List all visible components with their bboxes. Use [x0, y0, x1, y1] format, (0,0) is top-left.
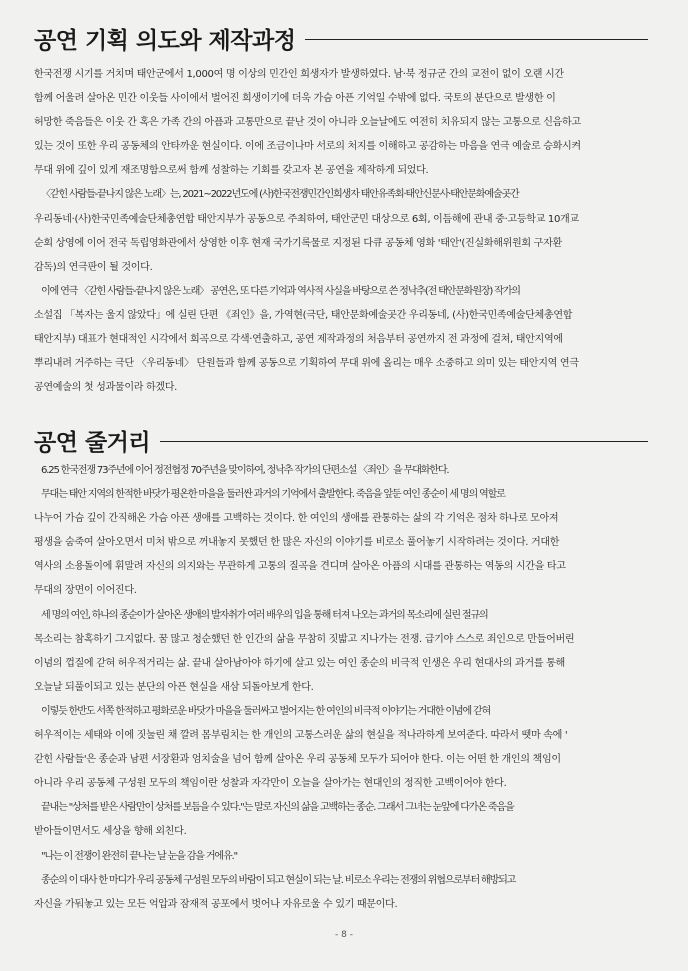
body-text-line: 나누어 가슴 깊이 간직해온 가슴 아픈 생애를 고백하는 것이다. 한 여인의 생애를 관통하는 삶의 각 기억은 점차 하나로 모아져 [34, 513, 559, 525]
section-title-synopsis: 공연 줄거리 [34, 430, 151, 456]
body-text-line: 무대의 장면이 이어진다. [34, 585, 137, 597]
body-text-line: 공연예술의 첫 성과물이라 하겠다. [34, 382, 178, 394]
section-body-synopsis [34, 459, 654, 917]
body-text-line: 한국전쟁 시기를 거치며 태안군에서 1,000여 명 이상의 민간인 희생자가 발생하였다. 남·북 정규군 간의 교전이 없이 오랜 시간 [34, 69, 564, 80]
section-body-planning [34, 63, 654, 400]
section-heading-planning [34, 22, 648, 55]
body-text-line: 무대 위에 깊이 있게 재조명함으로써 함께 성찰하는 기회를 갖고자 본 공연을 제작하게 되었다. [34, 165, 429, 177]
heading-rule [160, 441, 648, 442]
body-text-line: 받아들이면서도 세상을 향해 외친다. [34, 826, 187, 838]
body-text-line: 아니라 우리 공동체 구성원 모두의 책임이란 성찰과 자각만이 오늘을 살아가는 현대인의 정직한 고백이어야 한다. [34, 778, 507, 790]
section-title-planning: 공연 기획 의도와 제작과정 [34, 28, 296, 54]
body-text-line: 이렇듯 한반도 서쪽 한적하고 평화로운 바닷가 마을을 둘러싸고 벌어지는 한 여인의 비극적 이야기는 거대한 이념에 갇혀 [41, 705, 491, 717]
body-text-line: 종순의 이 대사 한 마디가 우리 공동체 구성원 모두의 바람이 되고 현실이 되는 날. 비로소 우리는 전쟁의 위협으로부터 해방되고 [41, 874, 516, 886]
body-text-line: 순회 상영에 이어 전국 독립영화관에서 상영한 이후 현재 국가기록물로 지정된 다큐 공동체 영화 '태안'(진실화해위원회 구자환 [34, 237, 562, 249]
body-text-line: "나는 이 전쟁이 완전히 끝나는 날 눈을 감을 거에유." [41, 850, 237, 862]
body-text-line: 소설집 「복자는 울지 않았다」에 실린 단편 《죄인》을, 가역현(극단, 태안문화예술곳간 우리동네, (사)한국민족예술단체총연합 [34, 309, 573, 321]
body-text-line: 태안지부) 대표가 현대적인 시각에서 희곡으로 각색·연출하고, 공연 제작과정의 처음부터 공연까지 전 과정에 걸쳐, 태안지역에 [34, 334, 563, 346]
body-text-line: 끝내는 "상처를 받은 사람만이 상처를 보듬을 수 있다."는 말로 자신의 삶을 고백하는 종순. 그래서 그녀는 눈앞에 다가온 죽음을 [41, 802, 514, 814]
body-text-line: 갇힌 사람들'은 종순과 남편 서장환과 엄치술을 넘어 함께 살아온 우리 공동체 모두가 되어야 한다. 이는 어떤 한 개인의 책임이 [34, 754, 561, 766]
body-text-line: 이념의 껍질에 갇혀 허우적거리는 삶. 끝내 살아남아야 하기에 살고 있는 여인 종순의 비극적 인생은 우리 현대사의 과거를 통해 [34, 657, 565, 669]
body-text-line: 자신을 가둬놓고 있는 모든 억압과 잠재적 공포에서 벗어나 자유로울 수 있기 때문이다. [34, 898, 398, 910]
body-text-line: 역사의 소용돌이에 휘말려 자신의 의지와는 무관하게 고통의 질곡을 견디며 살아온 아픔의 시대를 관통하는 역동의 시간을 타고 [34, 561, 566, 573]
body-text-line: 함께 어울려 살아온 민간 이웃들 사이에서 벌어진 희생이기에 더욱 가슴 아픈 기억일 수밖에 없다. 국토의 분단으로 발생한 이 [34, 93, 556, 105]
heading-rule [305, 39, 648, 40]
body-text-line: 허망한 죽음들은 이웃 간 혹은 가족 간의 아픔과 고통만으로 끝난 것이 아니라 오늘날에도 여전히 치유되지 않는 고통으로 신음하고 [34, 117, 581, 129]
body-text-line: 우리동네·(사)한국민족예술단체총연합 태안지부가 공동으로 주최하여, 태안군민 대상으로 6회, 이듬해에 관내 중·고등학교 10개교 [34, 213, 579, 225]
body-text-line: 세 명의 여인, 하나의 종순이가 살아온 생애의 발자취가 여러 배우의 입을 통해 터져 나오는 과거의 목소리에 실린 절규의 [41, 609, 488, 621]
body-text-line: 무대는 태안 지역의 한적한 바닷가 평온한 마을을 둘러싼 과거의 기억에서 출발한다. 죽음을 앞둔 여인 종순이 세 명의 역할로 [41, 489, 505, 501]
body-text-line: 오늘날 되풀이되고 있는 분단의 아픈 현실을 새삼 되돌아보게 한다. [34, 681, 314, 693]
body-text-line: 허우적이는 세태와 이에 짓눌린 채 깔려 몸부림치는 한 개인의 고통스러운 삶의 현실을 적나라하게 보여준다. 따라서 뗏마 속에 ' [34, 730, 568, 742]
body-text-line: 이에 연극 〈갇힌 사람들-끝나지 않은 노래〉 공연은, 또 다른 기억과 역사적 사실을 바탕으로 쓴 정낙추(전 태안문화원장) 작가의 [41, 285, 520, 297]
body-text-line: 〈갇힌 사람들-끝나지 않은 노래〉는, 2021~2022년도에 (사)한국전쟁민간인희생자 태안유족회·태안신문사·태안문화예술곳간 [41, 189, 519, 201]
body-text-line: 평생을 숨죽여 살아오면서 미처 밖으로 꺼내놓지 못했던 한 많은 자신의 이야기를 비로소 풀어놓기 시작하려는 것이다. 거대한 [34, 537, 560, 549]
body-text-line: 있는 것이 또한 우리 공동체의 안타까운 현실이다. 이에 조금이나마 서로의 처지를 이해하고 공감하는 마음을 연극 예술로 승화시켜 [34, 141, 581, 153]
section-heading-synopsis [34, 424, 648, 457]
body-text-line: 목소리는 참혹하기 그지없다. 꿈 많고 청순했던 한 인간의 삶을 무참히 짓밟고 지나가는 전쟁. 급기야 스스로 죄인으로 만들어버린 [34, 633, 575, 645]
body-text-line: 감독)의 연극판이 될 것이다. [34, 261, 153, 273]
body-text-line: 뿌리내려 거주하는 극단 〈우리동네〉 단원들과 함께 공동으로 기획하여 무대 위에 올리는 매우 소중하고 의미 있는 태안지역 연극 [34, 358, 579, 370]
body-text-line: 6.25 한국전쟁 73주년에 이어 정전협정 70주년을 맞이하여, 정낙추 작가의 단편소설 〈죄인〉을 무대화한다. [41, 465, 449, 476]
page-number: - 8 - [335, 930, 353, 940]
